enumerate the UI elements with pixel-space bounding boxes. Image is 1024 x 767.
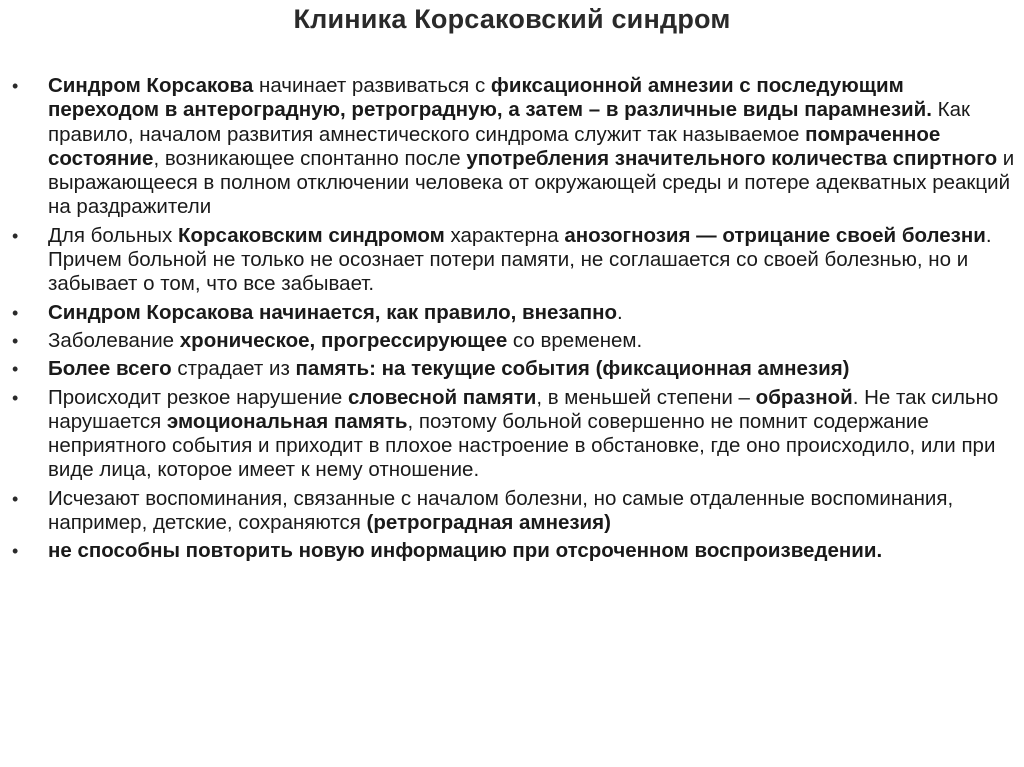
bullet-icon: • (12, 359, 19, 380)
list-item: • не способны повторить новую информацию при отсроченном воспроизведении. (12, 539, 883, 563)
bullet-icon: • (12, 330, 19, 351)
slide-title: Клиника Корсаковский синдром (293, 4, 731, 34)
bullet-icon: • (12, 488, 19, 509)
bullet-icon: • (12, 225, 19, 246)
list-item: • Для больных Корсаковским синдромом характерна анозогнозия — отрицание своей болезни. Причем больной не только не осознает потери памяти, не соглашается со своей болезнью, но и забывает о том, что все забывает. (12, 223, 992, 296)
list-item: • Более всего страдает из память: на текущие события (фиксационная амнезия) (12, 357, 850, 381)
bullet-icon: • (12, 76, 19, 96)
list-item: • Синдром Корсакова начинается, как правило, внезапно. (12, 300, 623, 324)
bullet-list (8, 74, 1020, 568)
bullet-icon: • (12, 541, 19, 562)
list-item: • Происходит резкое нарушение словесной памяти, в меньшей степени – образной. Не так сильно нарушается эмоциональная память, поэтому больной совершенно не помнит содержание неприятного события и приходит в плохое настроение в обстановке, где оно происходило, или при виде лица, которое имеет к нему отношение. (12, 385, 999, 482)
list-item: • Синдром Корсакова начинает развиваться с фиксационной амнезии с последующим переходом в антероградную, ретроградную, а затем – в различные виды парамнезий. Как правило, началом развития амнестического синдрома служит так называемое помраченное состояние, возникающее спонтанно после употребления значительного количества спиртного и выражающееся в полном отключении человека от окружающей среды и потере адекватных реакций на раздражители (12, 74, 1015, 219)
bullet-icon: • (12, 302, 19, 323)
list-item: • Исчезают воспоминания, связанные с началом болезни, но самые отдаленные воспоминания, например, детские, сохраняются (ретроградная амнезия) (12, 486, 954, 535)
bullet-icon: • (12, 387, 19, 408)
list-item: • Заболевание хроническое, прогрессирующее со временем. (12, 328, 643, 352)
